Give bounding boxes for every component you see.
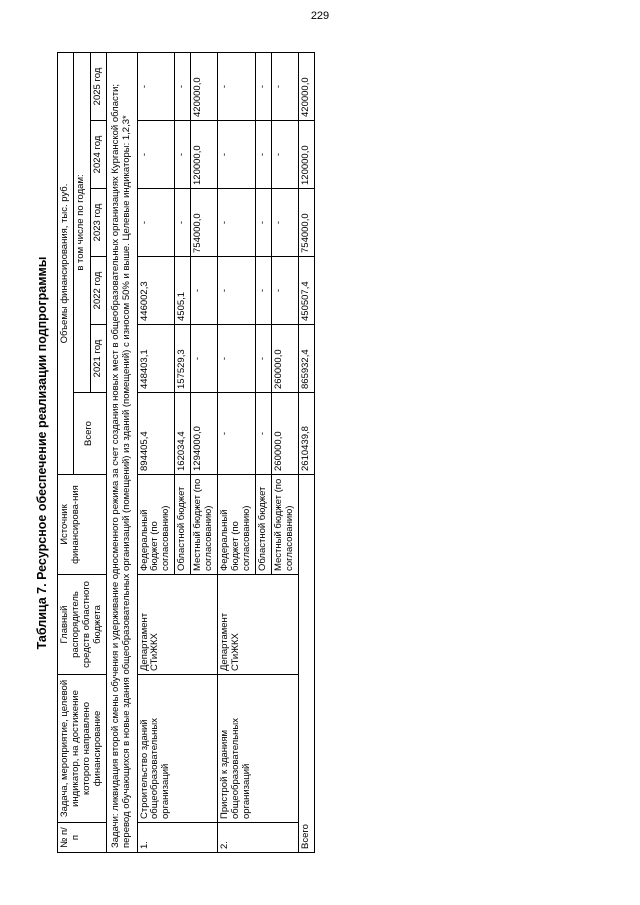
value-total: 1294000,0 xyxy=(191,392,218,474)
rotated-document xyxy=(35,53,605,853)
value-2022: 446002,3 xyxy=(137,256,175,324)
task-description: Задачи: ликвидация второй смены обучения и удерживание односменного режима за счет создания новых мест в общеобразовательных организациях Курганской области; перевод обучающихся в новые здания общеобразовательных организаций (помещений) из зданий (помещений) с износом 50% и выше. Целевые индикаторы: 1,2,3* xyxy=(106,52,137,852)
value-2023: - xyxy=(271,188,298,256)
table-row xyxy=(218,52,256,852)
value-2023: - xyxy=(137,188,175,256)
item-manager: Департамент СТиЖКХ xyxy=(218,574,299,674)
table-title: Таблица 7. Ресурсное обеспечение реализации подпрограммы xyxy=(35,256,49,649)
value-2021: 157529,3 xyxy=(175,324,191,392)
header-volume: Объемы финансирования, тыс. руб. xyxy=(58,52,74,474)
value-total: - xyxy=(255,392,271,474)
value-2021: - xyxy=(191,324,218,392)
header-year: 2025 год xyxy=(90,52,106,120)
value-total: 162034,4 xyxy=(175,392,191,474)
resource-table xyxy=(57,52,315,853)
totals-value-2024: 120000,0 xyxy=(298,120,314,188)
value-2025: - xyxy=(255,52,271,120)
value-2022: - xyxy=(255,256,271,324)
funding-source: Областной бюджет xyxy=(255,474,271,574)
funding-source: Федеральный бюджет (по согласованию) xyxy=(137,474,175,574)
header-year: 2021 год xyxy=(90,324,106,392)
task-row xyxy=(106,52,137,852)
value-2021: - xyxy=(218,324,256,392)
value-2023: - xyxy=(175,188,191,256)
value-2022: 4505,1 xyxy=(175,256,191,324)
page-number: 229 xyxy=(310,10,330,22)
header-source: Источник финансирова-ния xyxy=(58,474,107,574)
value-2024: - xyxy=(255,120,271,188)
table-row xyxy=(137,52,175,852)
totals-value-2021: 865932,4 xyxy=(298,324,314,392)
value-2025: 420000,0 xyxy=(191,52,218,120)
header-year: 2024 год xyxy=(90,120,106,188)
value-2025: - xyxy=(218,52,256,120)
totals-value-2022: 450507,4 xyxy=(298,256,314,324)
item-manager: Департамент СТиЖКХ xyxy=(137,574,218,674)
value-2025: - xyxy=(137,52,175,120)
value-2023: - xyxy=(255,188,271,256)
item-number: 1. xyxy=(137,822,218,852)
header-year: 2022 год xyxy=(90,256,106,324)
funding-source: Федеральный бюджет (по согласованию) xyxy=(218,474,256,574)
value-2024: - xyxy=(175,120,191,188)
value-total: - xyxy=(218,392,256,474)
value-2024: - xyxy=(218,120,256,188)
value-2025: - xyxy=(175,52,191,120)
totals-value-2023: 754000,0 xyxy=(298,188,314,256)
value-2022: - xyxy=(271,256,298,324)
value-2024: - xyxy=(137,120,175,188)
value-total: 260000,0 xyxy=(271,392,298,474)
value-2022: - xyxy=(218,256,256,324)
value-2023: - xyxy=(218,188,256,256)
totals-row xyxy=(298,52,314,852)
value-2021: 448403,1 xyxy=(137,324,175,392)
funding-source: Областной бюджет xyxy=(175,474,191,574)
value-2023: 754000,0 xyxy=(191,188,218,256)
header-task: Задача, мероприятие, целевой индикатор, на достижение которого направлено финансирование xyxy=(58,674,107,822)
value-total: 894405,4 xyxy=(137,392,175,474)
item-number: 2. xyxy=(218,822,299,852)
totals-label: Всего xyxy=(298,474,314,852)
header-manager: Главный распорядитель средств областного бюджета xyxy=(58,574,107,674)
value-2025: - xyxy=(271,52,298,120)
value-2024: 120000,0 xyxy=(191,120,218,188)
header-num: № п/п xyxy=(58,822,107,852)
header-total: Всего xyxy=(73,392,106,474)
header-row xyxy=(58,52,74,852)
header-by-years: в том числе по годам: xyxy=(73,52,90,392)
value-2021: 260000,0 xyxy=(271,324,298,392)
value-2021: - xyxy=(255,324,271,392)
funding-source: Местный бюджет (по согласованию) xyxy=(271,474,298,574)
item-name: Пристрой к зданиям общеобразовательных организаций xyxy=(218,674,299,822)
item-name: Строительство зданий общеобразовательных организаций xyxy=(137,674,218,822)
value-2024: - xyxy=(271,120,298,188)
totals-value-total: 2610439,8 xyxy=(298,392,314,474)
value-2022: - xyxy=(191,256,218,324)
header-year: 2023 год xyxy=(90,188,106,256)
funding-source: Местный бюджет (по согласованию) xyxy=(191,474,218,574)
totals-value-2025: 420000,0 xyxy=(298,52,314,120)
